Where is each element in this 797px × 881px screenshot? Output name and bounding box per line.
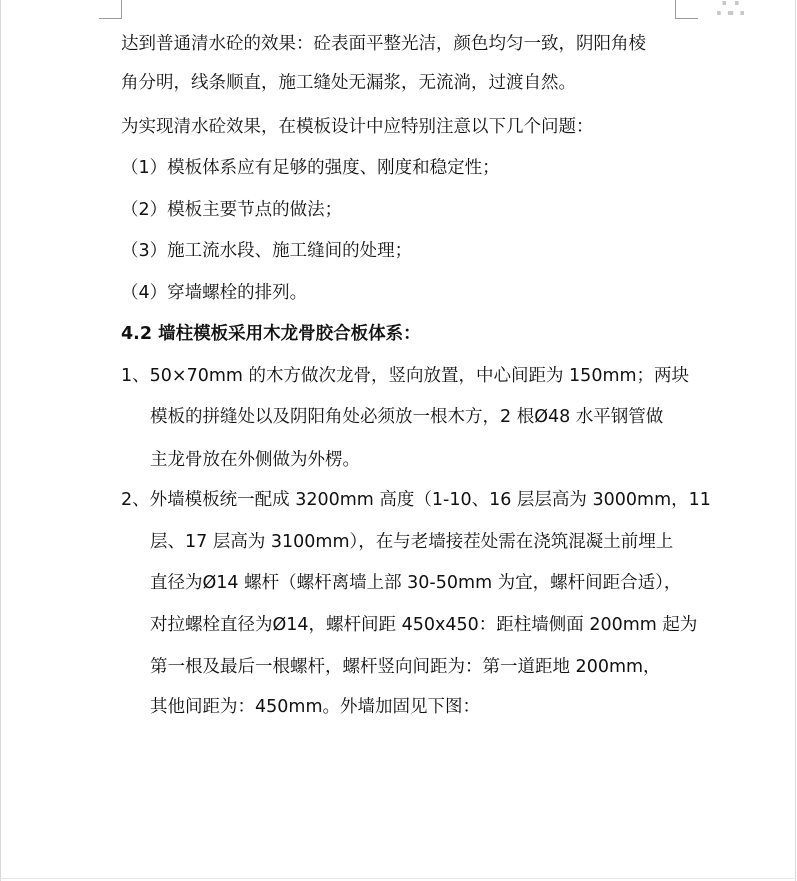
page-left-edge (0, 0, 1, 881)
paragraph-line: 角分明，线条顺直，施工缝处无漏浆，无流淌，过渡自然。 (121, 73, 576, 93)
margin-corner-mark-left (99, 0, 122, 19)
numbered-item-line: 第一根及最后一根螺杆，螺杆竖向间距为：第一道距地 200mm， (150, 657, 661, 677)
numbered-item-line: 主龙骨放在外侧做为外楞。 (150, 450, 360, 470)
page-bottom-edge (0, 878, 796, 879)
numbered-item-line: 2、外墙模板统一配成 3200mm 高度（1-10、16 层层高为 3000mm，11 (121, 490, 711, 510)
numbered-item-line: 其他间距为：450mm。外墙加固见下图： (150, 697, 480, 717)
numbered-item-line: 1、50×70mm 的木方做次龙骨，竖向放置，中心间距为 150mm；两块 (121, 366, 690, 386)
paragraph-line: 为实现清水砼效果，在模板设计中应特别注意以下几个问题： (121, 117, 594, 137)
numbered-item-line: 对拉螺栓直径为Ø14，螺杆间距 450x450：距柱墙侧面 200mm 起为 (150, 615, 698, 635)
numbered-item-line: 直径为Ø14 螺杆（螺杆离墙上部 30-50mm 为宜，螺杆间距合适）， (150, 573, 682, 593)
list-item: （2）模板主要节点的做法； (121, 200, 343, 220)
watermark-logo: ∴∴ (716, 0, 742, 24)
section-heading: 4.2 墙柱模板采用木龙骨胶合板体系： (121, 324, 421, 344)
numbered-item-line: 模板的拼缝处以及阴阳角处必须放一根木方，2 根Ø48 水平钢管做 (150, 407, 664, 427)
paragraph-line: 达到普通清水砼的效果：砼表面平整光洁，颜色均匀一致，阴阳角棱 (121, 34, 646, 54)
page-right-edge (795, 0, 796, 881)
numbered-item-line: 层、17 层高为 3100mm），在与老墙接茬处需在浇筑混凝土前埋上 (150, 532, 674, 552)
list-item: （3）施工流水段、施工缝间的处理； (121, 241, 413, 261)
margin-corner-mark-right (675, 0, 698, 19)
list-item: （4）穿墙螺栓的排列。 (121, 283, 308, 303)
list-item: （1）模板体系应有足够的强度、刚度和稳定性； (121, 158, 500, 178)
